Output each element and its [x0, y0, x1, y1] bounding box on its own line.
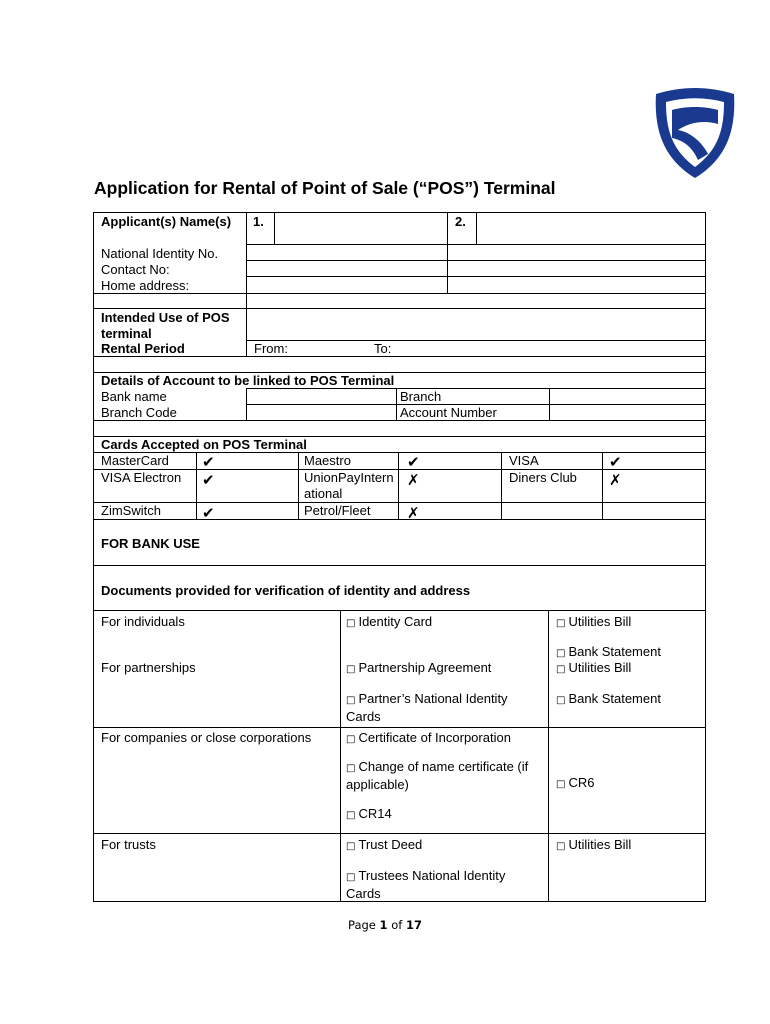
- shield-logo: [652, 88, 738, 180]
- doc-item: Trust Deed: [358, 837, 423, 852]
- doc-item: Identity Card: [358, 614, 433, 629]
- rental-period-label: Rental Period: [101, 341, 185, 356]
- checkbox-icon[interactable]: □: [346, 618, 356, 629]
- national-id-label: National Identity No.: [101, 246, 219, 261]
- doc-item: Change of name certificate (if applicable): [346, 759, 529, 792]
- branch-label: Branch: [400, 389, 442, 404]
- doc-item: Utilities Bill: [568, 614, 632, 629]
- intended-use-label: Intended Use of POS terminal: [101, 310, 230, 341]
- page-prefix: Page: [348, 918, 380, 932]
- doc-item: Utilities Bill: [568, 837, 632, 852]
- checkbox-icon[interactable]: □: [346, 810, 356, 821]
- page-total: 17: [405, 918, 422, 932]
- cards-heading: Cards Accepted on POS Terminal: [101, 437, 307, 452]
- cross-icon: ✗: [407, 504, 420, 522]
- doc-item: Certificate of Incorporation: [358, 730, 511, 745]
- contact-label: Contact No:: [101, 262, 170, 277]
- home-address-label: Home address:: [101, 278, 190, 293]
- from-label: From:: [254, 341, 288, 356]
- checkbox-icon[interactable]: □: [346, 763, 356, 774]
- check-icon: ✔: [202, 504, 215, 522]
- check-icon: ✔: [407, 453, 420, 471]
- check-icon: ✔: [202, 471, 215, 489]
- to-label: To:: [374, 341, 392, 356]
- card-name: UnionPayInternational: [304, 470, 394, 501]
- applicant-names-label: Applicant(s) Name(s): [101, 214, 232, 229]
- page-current: 1: [379, 918, 388, 932]
- check-icon: ✔: [202, 453, 215, 471]
- checkbox-icon[interactable]: □: [556, 648, 566, 659]
- card-name: VISA Electron: [101, 470, 182, 485]
- trusts-label: For trusts: [101, 837, 156, 852]
- applicant-2-label: 2.: [455, 214, 466, 229]
- checkbox-icon[interactable]: □: [346, 734, 356, 745]
- applicant-1-label: 1.: [253, 214, 264, 229]
- bank-name-label: Bank name: [101, 389, 167, 404]
- cross-icon: ✗: [407, 471, 420, 489]
- individuals-label: For individuals: [101, 614, 185, 629]
- doc-item: Bank Statement: [568, 644, 661, 659]
- card-name: Maestro: [304, 453, 351, 468]
- doc-item: Trustees National Identity Cards: [346, 868, 506, 901]
- card-name: ZimSwitch: [101, 503, 161, 518]
- doc-item: Bank Statement: [568, 691, 661, 706]
- companies-label: For companies or close corporations: [101, 730, 312, 745]
- checkbox-icon[interactable]: □: [556, 779, 566, 790]
- checkbox-icon[interactable]: □: [556, 841, 566, 852]
- checkbox-icon[interactable]: □: [556, 664, 566, 675]
- check-icon: ✔: [609, 453, 622, 471]
- account-heading: Details of Account to be linked to POS Terminal: [101, 373, 395, 388]
- checkbox-icon[interactable]: □: [556, 618, 566, 629]
- doc-item: CR14: [358, 806, 392, 821]
- checkbox-icon[interactable]: □: [346, 664, 356, 675]
- card-name: Petrol/Fleet: [304, 503, 371, 518]
- checkbox-icon[interactable]: □: [346, 841, 356, 852]
- page-middle: of: [387, 918, 406, 932]
- doc-item: Partnership Agreement: [358, 660, 492, 675]
- doc-item: CR6: [568, 775, 595, 790]
- account-number-label: Account Number: [400, 405, 497, 420]
- doc-item: Partner’s National Identity Cards: [346, 691, 508, 724]
- partnerships-label: For partnerships: [101, 660, 196, 675]
- checkbox-icon[interactable]: □: [346, 872, 356, 883]
- checkbox-icon[interactable]: □: [346, 695, 356, 706]
- card-name: VISA: [509, 453, 539, 468]
- branch-code-label: Branch Code: [101, 405, 177, 420]
- cross-icon: ✗: [609, 471, 622, 489]
- doc-item: Utilities Bill: [568, 660, 632, 675]
- documents-heading: Documents provided for verification of identity and address: [101, 583, 471, 598]
- page-number: [0, 918, 770, 932]
- checkbox-icon[interactable]: □: [556, 695, 566, 706]
- card-name: MasterCard: [101, 453, 169, 468]
- bank-use-heading: FOR BANK USE: [101, 536, 200, 551]
- page-title: Application for Rental of Point of Sale (“POS”) Terminal: [94, 178, 556, 198]
- card-name: Diners Club: [509, 470, 577, 485]
